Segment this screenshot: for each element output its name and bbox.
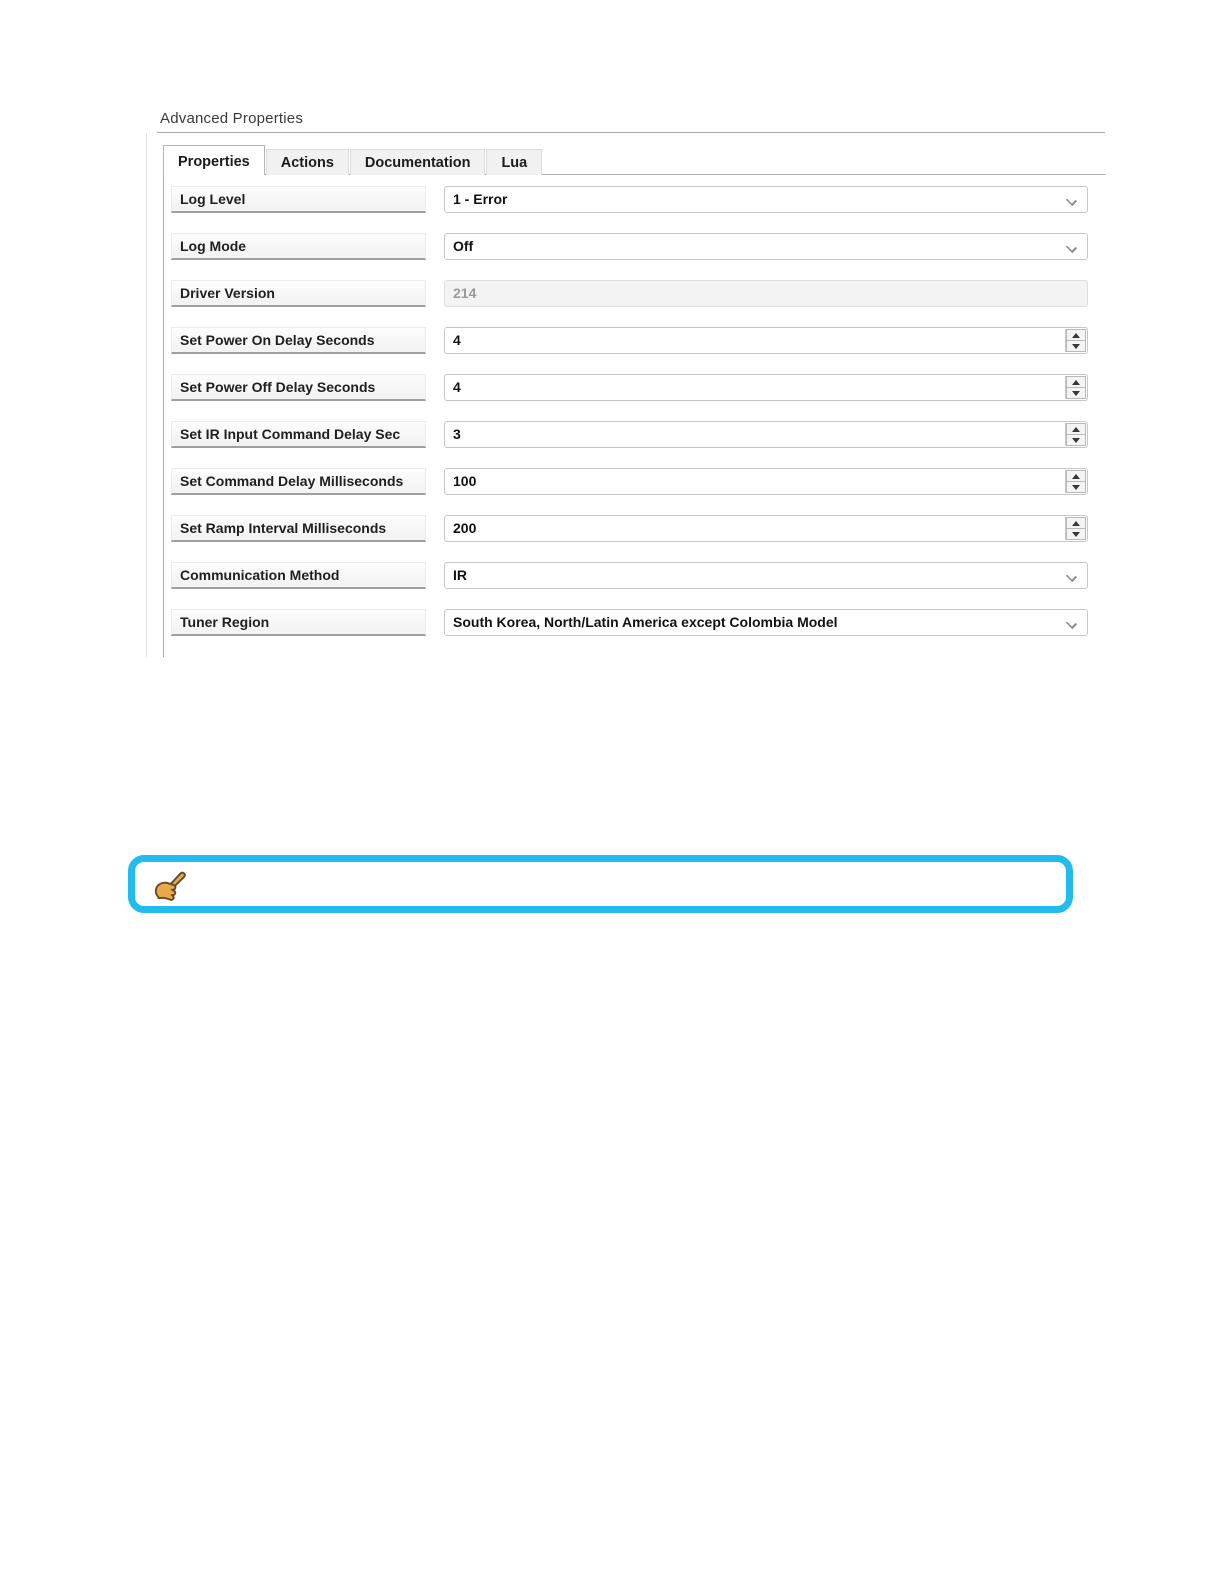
property-row-tuner-region [171,609,1106,636]
driver-version-label: Driver Version [171,280,426,307]
ramp-interval-input[interactable] [444,515,1088,542]
spinner-control [1065,517,1086,540]
property-row-log-mode [171,233,1106,260]
triangle-up-icon [1072,474,1080,479]
ramp-interval-label: Set Ramp Interval Milliseconds [171,515,426,542]
driver-version-field [444,280,1088,307]
spinner-control [1065,470,1086,493]
property-row-driver-version [171,280,1106,307]
tab-documentation[interactable]: Documentation [350,149,486,175]
properties-panel [163,174,1106,657]
title-divider [157,132,1105,134]
triangle-up-icon [1072,333,1080,338]
power-on-delay-value: 4 [453,332,461,348]
power-on-delay-input[interactable] [444,327,1088,354]
ir-input-delay-value: 3 [453,426,461,442]
power-off-delay-input[interactable] [444,374,1088,401]
spin-down-button[interactable] [1066,387,1086,399]
window-left-edge [146,133,147,657]
log-level-value: 1 - Error [453,191,508,207]
log-mode-value: Off [453,238,474,254]
log-mode-select[interactable] [444,233,1088,260]
window-title: Advanced Properties [160,110,304,127]
tab-properties[interactable]: Properties [163,145,265,175]
triangle-down-icon [1072,485,1080,490]
triangle-up-icon [1072,427,1080,432]
command-delay-input[interactable] [444,468,1088,495]
spin-up-button[interactable] [1066,329,1086,340]
communication-method-value: IR [453,567,467,583]
spin-down-button[interactable] [1066,528,1086,540]
command-delay-label: Set Command Delay Milliseconds [171,468,426,495]
ramp-interval-value: 200 [453,520,477,536]
communication-method-label: Communication Method [171,562,426,589]
tab-lua[interactable]: Lua [486,149,542,175]
communication-method-select[interactable] [444,562,1088,589]
property-row-communication-method [171,562,1106,589]
spin-down-button[interactable] [1066,340,1086,352]
log-level-select[interactable] [444,186,1088,213]
command-delay-value: 100 [453,473,477,489]
ir-input-delay-label: Set IR Input Command Delay Sec [171,421,426,448]
driver-version-value: 214 [453,285,477,301]
triangle-down-icon [1072,391,1080,396]
triangle-down-icon [1072,344,1080,349]
power-on-delay-label: Set Power On Delay Seconds [171,327,426,354]
property-row-power-off-delay [171,374,1106,401]
property-row-ramp-interval [171,515,1106,542]
spin-down-button[interactable] [1066,434,1086,446]
spin-up-button[interactable] [1066,470,1086,481]
ir-input-delay-input[interactable] [444,421,1088,448]
power-off-delay-value: 4 [453,379,461,395]
tuner-region-select[interactable] [444,609,1088,636]
tab-bar [163,145,543,175]
pointing-hand-icon [150,865,188,903]
spin-up-button[interactable] [1066,423,1086,434]
triangle-down-icon [1072,438,1080,443]
spinner-control [1065,376,1086,399]
triangle-up-icon [1072,380,1080,385]
tuner-region-label: Tuner Region [171,609,426,636]
power-off-delay-label: Set Power Off Delay Seconds [171,374,426,401]
tuner-region-value: South Korea, North/Latin America except Colombia Model [453,614,838,630]
triangle-down-icon [1072,532,1080,537]
spin-down-button[interactable] [1066,481,1086,493]
spinner-control [1065,423,1086,446]
log-level-label: Log Level [171,186,426,213]
tab-actions[interactable]: Actions [266,149,349,175]
property-row-command-delay [171,468,1106,495]
spinner-control [1065,329,1086,352]
spin-up-button[interactable] [1066,517,1086,528]
spin-up-button[interactable] [1066,376,1086,387]
property-row-ir-input-delay [171,421,1106,448]
triangle-up-icon [1072,521,1080,526]
property-row-power-on-delay [171,327,1106,354]
callout-box [128,855,1073,913]
log-mode-label: Log Mode [171,233,426,260]
property-row-log-level [171,186,1106,213]
